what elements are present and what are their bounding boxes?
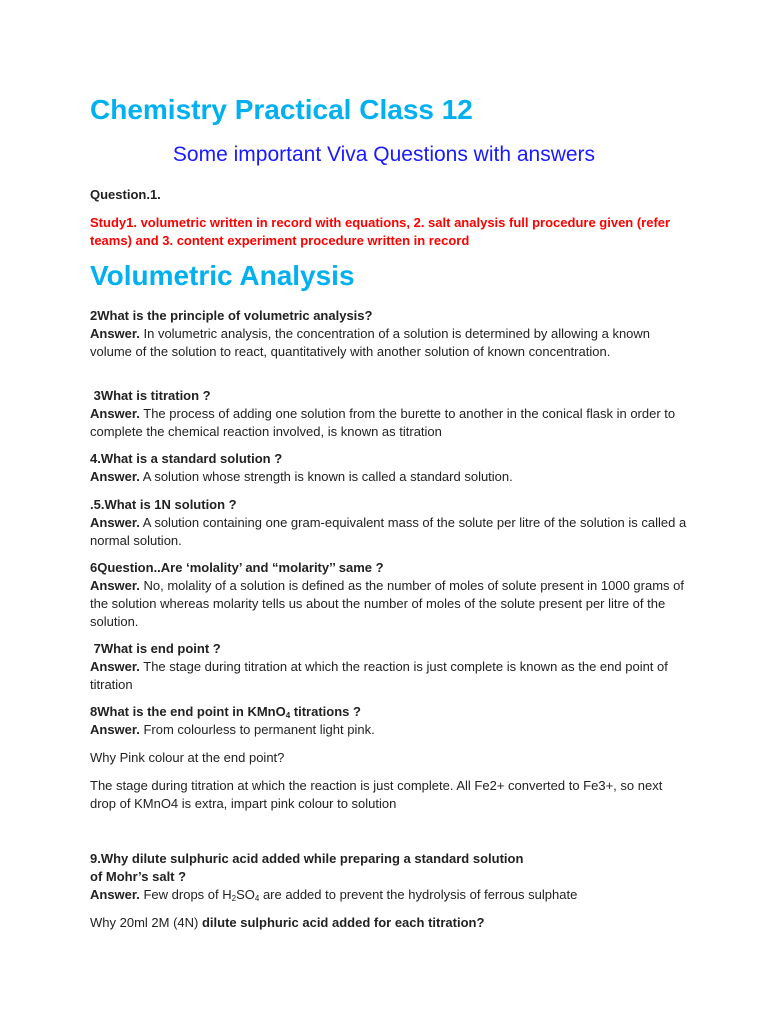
answer-text — [143, 887, 577, 902]
question-text: 6Question..Are ‘molality’ and “molarity’’ same ? — [90, 560, 384, 575]
question-1-label: Question.1. — [90, 187, 161, 202]
qa-item-kmno4 — [90, 703, 690, 739]
question-text: 2What is the principle of volumetric analysis? — [90, 308, 373, 323]
question-text-part: titrations ? — [290, 704, 361, 719]
subscript: 4 — [285, 711, 291, 720]
answer-text: From colourless to permanent light pink. — [143, 722, 375, 737]
question-text: 3What is titration ? — [90, 388, 211, 403]
question-text — [90, 703, 690, 721]
document-subtitle: Some important Viva Questions with answers — [172, 143, 596, 166]
why-pink-answer: The stage during titration at which the reaction is just complete. All Fe2+ converted to Fe3+, so next drop of KMnO4 is extra, impart pink colour to solution — [90, 778, 663, 811]
why-20ml-question — [90, 914, 690, 932]
answer-label: Answer. — [90, 578, 140, 593]
answer-label: Answer. — [90, 469, 140, 484]
qa-item — [90, 387, 690, 441]
qa-item — [90, 307, 690, 361]
answer-text-part: Few drops of H — [143, 887, 232, 902]
answer-label: Answer. — [90, 659, 140, 674]
answer-text: A solution whose strength is known is called a standard solution. — [142, 469, 513, 484]
question-text-line-1: 9.Why dilute sulphuric acid added while preparing a standard solution — [90, 851, 524, 866]
answer-label: Answer. — [90, 887, 140, 902]
study-note: Study1. volumetric written in record with equations, 2. salt analysis full procedure given (refer teams) and 3. content experiment procedure written in record — [90, 215, 671, 248]
question-text-line-2: of Mohr’s salt ? — [90, 869, 187, 884]
answer-text-part: SO — [236, 887, 255, 902]
answer-text: A solution containing one gram-equivalent mass of the solute per litre of the solution is called a normal solution. — [90, 515, 687, 548]
question-text: 7What is end point ? — [90, 641, 221, 656]
subscript: 2 — [231, 894, 237, 903]
why-20ml-plain: Why 20ml 2M (4N) — [90, 915, 202, 930]
answer-label: Answer. — [90, 722, 140, 737]
qa-item — [90, 640, 690, 694]
answer-label: Answer. — [90, 406, 140, 421]
question-text: 4.What is a standard solution ? — [90, 451, 283, 466]
why-pink-question: Why Pink colour at the end point? — [90, 750, 285, 765]
answer-label: Answer. — [90, 515, 140, 530]
answer-text-part: are added to prevent the hydrolysis of ferrous sulphate — [259, 887, 578, 902]
answer-text: The process of adding one solution from the burette to another in the conical flask in order to complete the chemical reaction involved, is known as titration — [90, 406, 676, 439]
section-heading: Volumetric Analysis — [90, 260, 355, 291]
subscript: 4 — [254, 894, 260, 903]
why-20ml-bold: dilute sulphuric acid added for each titration? — [201, 915, 485, 930]
qa-item — [90, 496, 690, 550]
answer-text: The stage during titration at which the reaction is just complete is known as the end point of titration — [90, 659, 668, 692]
document-title: Chemistry Practical Class 12 — [90, 94, 473, 125]
answer-text: No, molality of a solution is defined as the number of moles of solute present in 1000 grams of the solution whereas molarity tells us about the number of moles of the solute present per litre of the solution. — [90, 578, 684, 629]
question-text: .5.What is 1N solution ? — [90, 497, 237, 512]
answer-text: In volumetric analysis, the concentration of a solution is determined by allowing a known volume of the solution to react, quantitatively with another solution of known concentration. — [90, 326, 651, 359]
answer-label: Answer. — [90, 326, 140, 341]
qa-item — [90, 450, 690, 486]
qa-item-mohrs-salt — [90, 850, 690, 904]
question-text-part: 8What is the end point in KMnO — [90, 704, 286, 719]
qa-item — [90, 559, 690, 631]
